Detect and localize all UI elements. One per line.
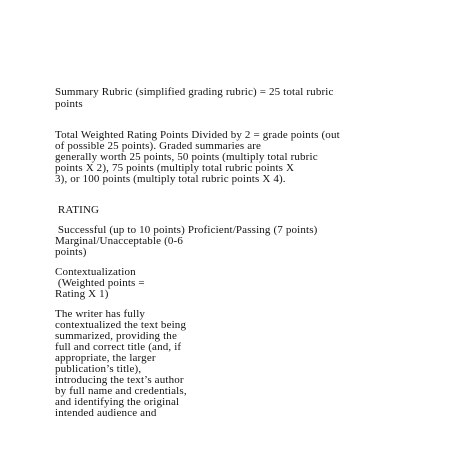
- criterion-line-1: Contextualization: [55, 266, 136, 278]
- criterion-line-3: Rating X 1): [55, 288, 109, 300]
- description-line-10: intended audience and: [55, 407, 157, 419]
- description-line-5: appropriate, the larger: [55, 352, 156, 364]
- description-line-3: summarized, providing the: [55, 330, 177, 342]
- description-line-2: contextualized the text being: [55, 319, 187, 331]
- criterion-line-2: (Weighted points =: [55, 277, 145, 289]
- total-weighted-line-4: points X 2), 75 points (multiply total rubric points X: [55, 162, 295, 174]
- rating-scale-line-3: points): [55, 246, 87, 258]
- rating-heading: RATING: [55, 204, 100, 216]
- summary-rubric-line-1: Summary Rubric (simplified grading rubric) = 25 total rubric: [55, 86, 334, 98]
- description-line-9: and identifying the original: [55, 396, 180, 408]
- description-line-7: introducing the text’s author: [55, 374, 184, 386]
- description-line-8: by full name and credentials,: [55, 385, 187, 397]
- summary-rubric-line-2: points: [55, 98, 83, 110]
- total-weighted-line-2: of possible 25 points). Graded summaries are: [55, 140, 262, 152]
- total-weighted-line-1: Total Weighted Rating Points Divided by 2 = grade points (out: [55, 129, 340, 141]
- total-weighted-line-3: generally worth 25 points, 50 points (multiply total rubric: [55, 151, 318, 163]
- description-line-4: full and correct title (and, if: [55, 341, 182, 353]
- description-line-1: The writer has fully: [55, 308, 146, 320]
- rating-scale-line-2: Marginal/Unacceptable (0-6: [55, 235, 184, 247]
- total-weighted-line-5: 3), or 100 points (multiply total rubric points X 4).: [55, 173, 286, 185]
- description-line-6: publication’s title),: [55, 363, 142, 375]
- rating-scale-line-1: Successful (up to 10 points) Proficient/Passing (7 points): [55, 224, 318, 236]
